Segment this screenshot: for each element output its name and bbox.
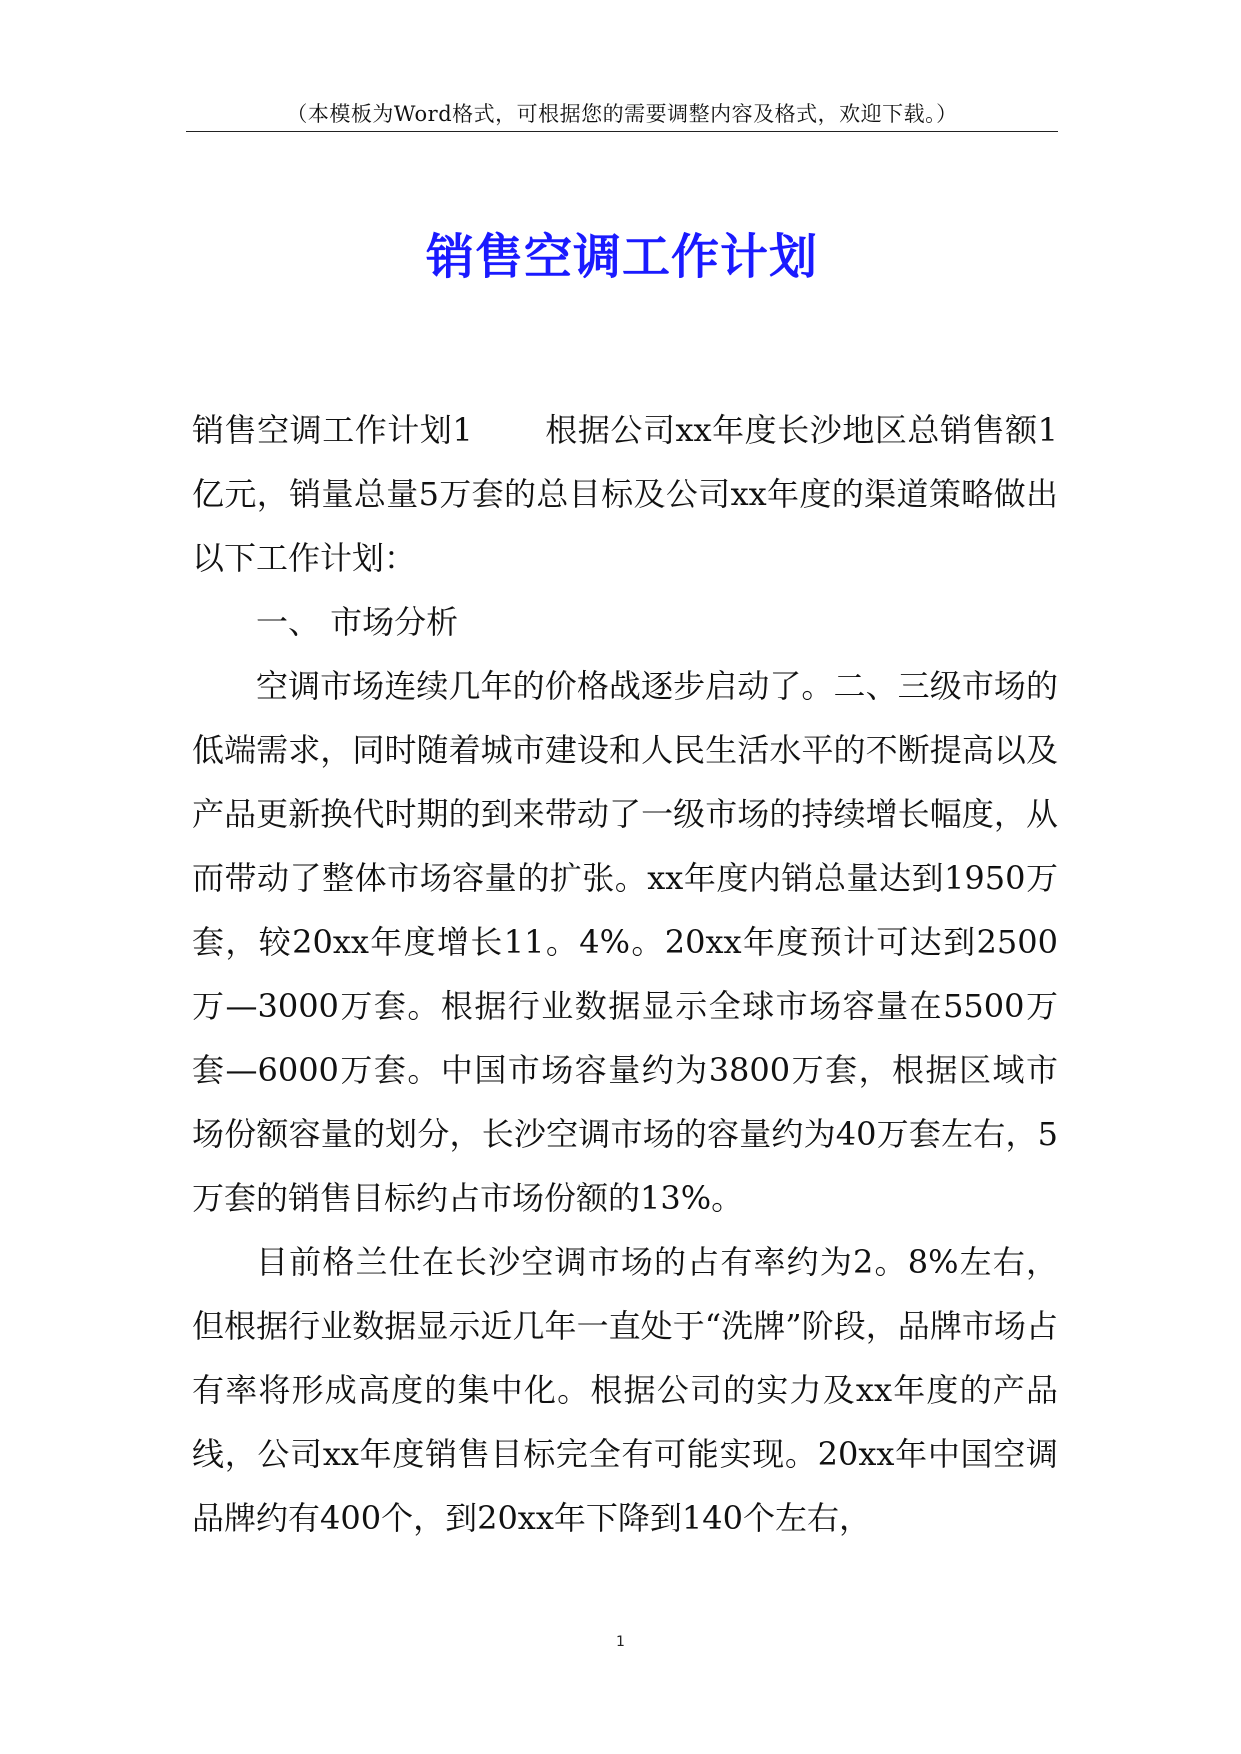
header-note: （本模板为Word格式，可根据您的需要调整内容及格式，欢迎下载。） [286,102,958,126]
intro-lead: 销售空调工作计划1 [192,411,473,449]
body-paragraph: 空调市场连续几年的价格战逐步启动了。二、三级市场的低端需求，同时随着城市建设和人民生活水平的不断提高以及产品更新换代时期的到来带动了一级市场的持续增长幅度，从而带动了整体市场容量的扩张。xx年度内销总量达到1950万套，较20xx年度增长11。4%。20xx年度预计可达到2500万—3000万套。根据行业数据显示全球市场容量在5500万套—6000万套。中国市场容量约为3800万套，根据区域市场份额容量的划分，长沙空调市场的容量约为40万套左右，5万套的销售目标约占市场份额的13%。 [192,667,1058,1217]
intro-text: 根据公司xx年度长沙地区总销售额1亿元，销量总量5万套的总目标及公司xx年度的渠道策略做出以下工作计划： [192,411,1058,577]
intro-paragraph [192,398,1058,590]
document-body [192,398,1058,1550]
page-number: 1 [616,1634,625,1650]
section-heading: 一、 市场分析 [256,603,459,641]
header-divider [186,131,1058,132]
document-title: 销售空调工作计划 [425,229,818,285]
body-paragraph: 目前格兰仕在长沙空调市场的占有率约为2。8%左右，但根据行业数据显示近几年一直处于“洗牌”阶段，品牌市场占有率将形成高度的集中化。根据公司的实力及xx年度的产品线，公司xx年度销售目标完全有可能实现。20xx年中国空调品牌约有400个，到20xx年下降到140个左右， [192,1243,1058,1537]
